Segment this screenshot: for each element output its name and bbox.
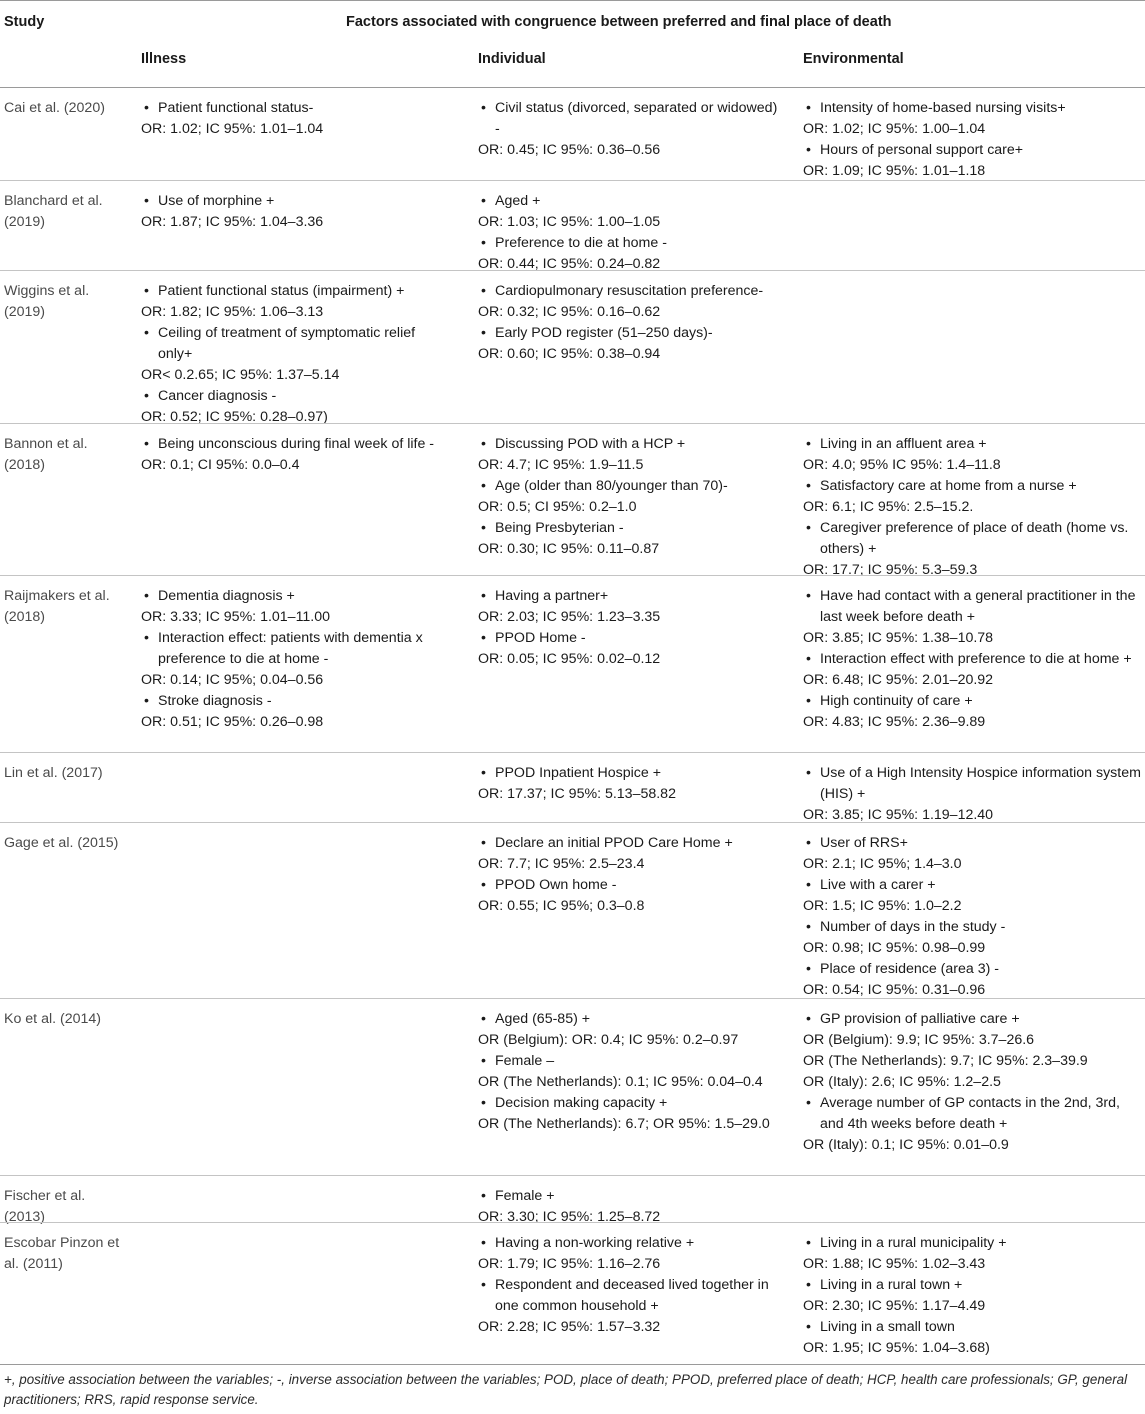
factor-bullet: • Intensity of home-based nursing visits+ xyxy=(803,98,1142,119)
odds-ratio-text: OR: 0.5; CI 95%: 0.2–1.0 xyxy=(478,499,637,515)
factor-bullet: • Dementia diagnosis + xyxy=(141,586,453,607)
odds-ratio-text: OR: 0.44; IC 95%: 0.24–0.82 xyxy=(478,256,661,272)
odds-ratio-text: OR: 6.48; IC 95%: 2.01–20.92 xyxy=(803,672,994,688)
factor-bullet: • Decision making capacity + xyxy=(478,1093,784,1114)
odds-ratio-text: OR: 1.95; IC 95%: 1.04–3.68) xyxy=(803,1340,990,1356)
odds-ratio-text: OR: 1.02; IC 95%: 1.00–1.04 xyxy=(803,121,986,137)
odds-ratio-text: OR: 0.54; IC 95%: 0.31–0.96 xyxy=(803,982,986,998)
odds-ratio-text: OR: 1.03; IC 95%: 1.00–1.05 xyxy=(478,214,661,230)
table-row xyxy=(0,180,1145,271)
odds-ratio-text: OR: 0.32; IC 95%: 0.16–0.62 xyxy=(478,304,661,320)
factor-bullet: • Hours of personal support care+ xyxy=(803,140,1142,161)
environmental-cell xyxy=(803,833,1142,1001)
individual-cell xyxy=(478,1009,784,1135)
odds-ratio-text: OR: 6.1; IC 95%: 2.5–15.2. xyxy=(803,499,974,515)
odds-ratio-text: OR: 3.33; IC 95%: 1.01–11.00 xyxy=(141,609,331,625)
factor-bullet: • Being Presbyterian - xyxy=(478,518,784,539)
illness-cell xyxy=(141,191,453,233)
factor-bullet: • Stroke diagnosis - xyxy=(141,691,453,712)
individual-cell xyxy=(478,191,784,275)
illness-cell xyxy=(141,434,453,476)
factor-bullet: • User of RRS+ xyxy=(803,833,1142,854)
factor-bullet: • Interaction effect: patients with dementia x preference to die at home - xyxy=(141,628,453,670)
study-cell: Ko et al. (2014) xyxy=(4,1011,102,1027)
table-row xyxy=(0,423,1145,576)
odds-ratio-text: OR: 17.7; IC 95%: 5.3–59.3 xyxy=(803,562,978,578)
odds-ratio-text: OR: 0.52; IC 95%: 0.28–0.97) xyxy=(141,409,328,425)
table-row xyxy=(0,270,1145,424)
factor-bullet: • Age (older than 80/younger than 70)- xyxy=(478,476,784,497)
environmental-cell xyxy=(803,98,1142,182)
factor-bullet: • GP provision of palliative care + xyxy=(803,1009,1142,1030)
factor-bullet: • High continuity of care + xyxy=(803,691,1142,712)
factor-bullet: • PPOD Home - xyxy=(478,628,784,649)
odds-ratio-text: OR: 0.55; IC 95%; 0.3–0.8 xyxy=(478,898,645,914)
table-row xyxy=(0,998,1145,1176)
factor-bullet: • Have had contact with a general practitioner in the last week before death + xyxy=(803,586,1142,628)
factor-bullet: • Living in an affluent area + xyxy=(803,434,1142,455)
odds-ratio-text: OR: 0.45; IC 95%: 0.36–0.56 xyxy=(478,142,661,158)
illness-column-header: Illness xyxy=(141,51,187,67)
table-row xyxy=(0,752,1145,823)
factor-bullet: • Declare an initial PPOD Care Home + xyxy=(478,833,784,854)
environmental-cell xyxy=(803,1009,1142,1156)
odds-ratio-text: OR: 2.03; IC 95%: 1.23–3.35 xyxy=(478,609,661,625)
odds-ratio-text: OR (Belgium): 9.9; IC 95%: 3.7–26.6 xyxy=(803,1032,1035,1048)
table-footnote: +, positive association between the variables; -, inverse association between the variables; POD, place of death; PPOD, preferred place of death; HCP, health care professionals; GP, general practitioners; RRS, rapid response service. xyxy=(4,1372,1128,1407)
odds-ratio-text: OR: 0.1; CI 95%: 0.0–0.4 xyxy=(141,457,300,473)
odds-ratio-text: OR (The Netherlands): 6.7; OR 95%: 1.5–29.0 xyxy=(478,1116,770,1132)
individual-cell xyxy=(478,763,784,805)
factor-bullet: • Having a non-working relative + xyxy=(478,1233,784,1254)
table-bottom-rule xyxy=(0,1364,1145,1365)
odds-ratio-text: OR: 3.85; IC 95%: 1.38–10.78 xyxy=(803,630,994,646)
odds-ratio-text: OR: 1.09; IC 95%: 1.01–1.18 xyxy=(803,163,986,179)
individual-cell xyxy=(478,833,784,917)
odds-ratio-text: OR: 1.88; IC 95%: 1.02–3.43 xyxy=(803,1256,986,1272)
factor-bullet: • Being unconscious during final week of life - xyxy=(141,434,453,455)
factor-bullet: • Number of days in the study - xyxy=(803,917,1142,938)
odds-ratio-text: OR: 1.82; IC 95%: 1.06–3.13 xyxy=(141,304,324,320)
individual-cell xyxy=(478,586,784,670)
study-cell: Wiggins et al. (2019) xyxy=(4,283,90,320)
factor-bullet: • Cancer diagnosis - xyxy=(141,386,453,407)
individual-cell xyxy=(478,281,784,365)
odds-ratio-text: OR: 4.7; IC 95%: 1.9–11.5 xyxy=(478,457,644,473)
odds-ratio-text: OR: 0.30; IC 95%: 0.11–0.87 xyxy=(478,541,660,557)
table-row xyxy=(0,822,1145,999)
odds-ratio-text: OR: 0.60; IC 95%: 0.38–0.94 xyxy=(478,346,661,362)
illness-cell xyxy=(141,98,453,140)
odds-ratio-text: OR: 4.0; 95% IC 95%: 1.4–11.8 xyxy=(803,457,1001,473)
odds-ratio-text: OR: 2.1; IC 95%; 1.4–3.0 xyxy=(803,856,962,872)
factor-bullet: • Cardiopulmonary resuscitation preference- xyxy=(478,281,784,302)
study-cell: Fischer et al. (2013) xyxy=(4,1188,86,1225)
study-cell: Gage et al. (2015) xyxy=(4,835,119,851)
odds-ratio-text: OR: 2.30; IC 95%: 1.17–4.49 xyxy=(803,1298,986,1314)
table-top-rule xyxy=(0,0,1145,1)
odds-ratio-text: OR: 3.85; IC 95%: 1.19–12.40 xyxy=(803,807,994,823)
odds-ratio-text: OR: 3.30; IC 95%: 1.25–8.72 xyxy=(478,1209,661,1225)
table-row xyxy=(0,575,1145,753)
environmental-cell xyxy=(803,434,1142,581)
individual-cell xyxy=(478,1233,784,1338)
individual-column-header: Individual xyxy=(478,51,546,67)
odds-ratio-text: OR (The Netherlands): 0.1; IC 95%: 0.04–0.4 xyxy=(478,1074,763,1090)
environmental-column-header: Environmental xyxy=(803,51,904,67)
environmental-cell xyxy=(803,763,1142,826)
individual-cell xyxy=(478,434,784,560)
odds-ratio-text: OR (Italy): 2.6; IC 95%: 1.2–2.5 xyxy=(803,1074,1001,1090)
factor-bullet: • Use of a High Intensity Hospice information system (HIS) + xyxy=(803,763,1142,805)
factor-bullet: • Female – xyxy=(478,1051,784,1072)
factor-bullet: • Female + xyxy=(478,1186,784,1207)
table-title: Factors associated with congruence between preferred and final place of death xyxy=(346,14,892,30)
table-row xyxy=(0,1175,1145,1223)
factor-bullet: • Preference to die at home - xyxy=(478,233,784,254)
factor-bullet: • Patient functional status (impairment) + xyxy=(141,281,453,302)
study-cell: Lin et al. (2017) xyxy=(4,765,103,781)
odds-ratio-text: OR: 0.14; IC 95%; 0.04–0.56 xyxy=(141,672,324,688)
environmental-cell xyxy=(803,1233,1142,1359)
individual-cell xyxy=(478,98,784,161)
factor-bullet: • Living in a small town xyxy=(803,1317,1142,1338)
study-cell: Escobar Pinzon et al. (2011) xyxy=(4,1235,120,1272)
factor-bullet: • Having a partner+ xyxy=(478,586,784,607)
factor-bullet: • Civil status (divorced, separated or widowed) - xyxy=(478,98,784,140)
illness-cell xyxy=(141,586,453,733)
odds-ratio-text: OR: 0.51; IC 95%: 0.26–0.98 xyxy=(141,714,324,730)
odds-ratio-text: OR: 1.87; IC 95%: 1.04–3.36 xyxy=(141,214,324,230)
odds-ratio-text: OR: 0.98; IC 95%: 0.98–0.99 xyxy=(803,940,986,956)
odds-ratio-text: OR: 1.5; IC 95%: 1.0–2.2 xyxy=(803,898,962,914)
study-cell: Raijmakers et al. (2018) xyxy=(4,588,110,625)
study-cell: Blanchard et al. (2019) xyxy=(4,193,103,230)
factor-bullet: • Caregiver preference of place of death (home vs. others) + xyxy=(803,518,1142,560)
factor-bullet: • Interaction effect with preference to die at home + xyxy=(803,649,1142,670)
factor-bullet: • Use of morphine + xyxy=(141,191,453,212)
factor-bullet: • Ceiling of treatment of symptomatic relief only+ xyxy=(141,323,453,365)
odds-ratio-text: OR: 0.05; IC 95%: 0.02–0.12 xyxy=(478,651,661,667)
factor-bullet: • Live with a carer + xyxy=(803,875,1142,896)
factor-bullet: • Living in a rural town + xyxy=(803,1275,1142,1296)
odds-ratio-text: OR (The Netherlands): 9.7; IC 95%: 2.3–39.9 xyxy=(803,1053,1088,1069)
odds-ratio-text: OR: 2.28; IC 95%: 1.57–3.32 xyxy=(478,1319,661,1335)
factor-bullet: • PPOD Inpatient Hospice + xyxy=(478,763,784,784)
odds-ratio-text: OR: 7.7; IC 95%: 2.5–23.4 xyxy=(478,856,645,872)
factor-bullet: • Aged (65-85) + xyxy=(478,1009,784,1030)
illness-cell xyxy=(141,281,453,428)
table-row xyxy=(0,1222,1145,1365)
study-cell: Bannon et al. (2018) xyxy=(4,436,88,473)
factor-bullet: • PPOD Own home - xyxy=(478,875,784,896)
odds-ratio-text: OR: 1.79; IC 95%: 1.16–2.76 xyxy=(478,1256,661,1272)
factor-bullet: • Average number of GP contacts in the 2nd, 3rd, and 4th weeks before death + xyxy=(803,1093,1142,1135)
odds-ratio-text: OR: 17.37; IC 95%: 5.13–58.82 xyxy=(478,786,676,802)
factor-bullet: • Early POD register (51–250 days)- xyxy=(478,323,784,344)
study-cell: Cai et al. (2020) xyxy=(4,100,105,116)
odds-ratio-text: OR< 0.2.65; IC 95%: 1.37–5.14 xyxy=(141,367,340,383)
odds-ratio-text: OR: 1.02; IC 95%: 1.01–1.04 xyxy=(141,121,324,137)
factor-bullet: • Place of residence (area 3) - xyxy=(803,959,1142,980)
table-row xyxy=(0,88,1145,180)
factor-bullet: • Aged + xyxy=(478,191,784,212)
factor-bullet: • Respondent and deceased lived together in one common household + xyxy=(478,1275,784,1317)
study-column-header: Study xyxy=(4,14,45,30)
factor-bullet: • Satisfactory care at home from a nurse + xyxy=(803,476,1142,497)
odds-ratio-text: OR: 4.83; IC 95%: 2.36–9.89 xyxy=(803,714,986,730)
factor-bullet: • Living in a rural municipality + xyxy=(803,1233,1142,1254)
environmental-cell xyxy=(803,586,1142,733)
odds-ratio-text: OR (Belgium): OR: 0.4; IC 95%: 0.2–0.97 xyxy=(478,1032,739,1048)
odds-ratio-text: OR (Italy): 0.1; IC 95%: 0.01–0.9 xyxy=(803,1137,1009,1153)
factor-bullet: • Discussing POD with a HCP + xyxy=(478,434,784,455)
factor-bullet: • Patient functional status- xyxy=(141,98,453,119)
